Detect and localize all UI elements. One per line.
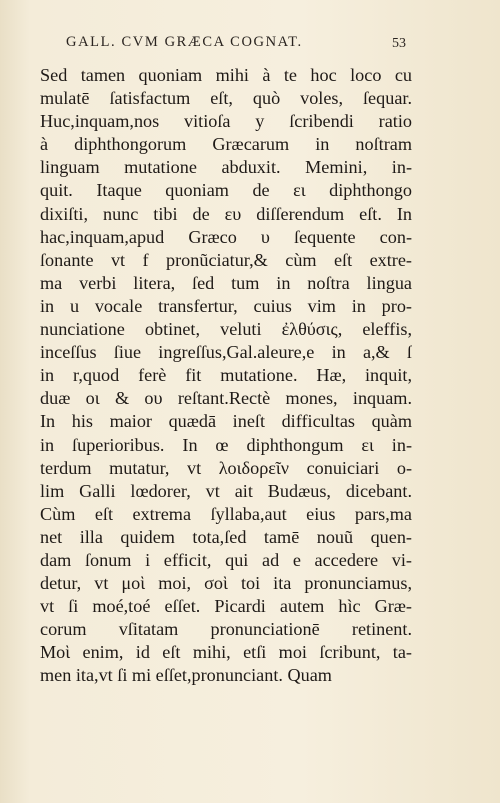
text-line: dam ſonum i efficit, qui ad e accedere vi- <box>40 549 412 570</box>
text-line: inceſſus ſiue ingreſſus,Gal.aleure,e in a,& ſ <box>40 342 412 363</box>
text-line: duæ οι & ου reſtant.Rectè mones, inquam. <box>40 388 412 409</box>
running-title: GALL. CVM GRÆCA COGNAT. <box>66 34 303 50</box>
text-line: nunciatione obtinet, veluti ἐλθύσις, eleffis, <box>40 319 412 340</box>
text-line: lim Galli lœdorer, vt ait Budæus, dicebant. <box>40 480 412 501</box>
text-line: net illa quidem tota,ſed tamē nouũ quen- <box>40 526 412 547</box>
text-line: in ſuperioribus. In œ diphthongum ει in- <box>40 434 412 455</box>
text-line: Sed tamen quoniam mihi à te hoc loco cu <box>40 65 412 85</box>
text-line: hac,inquam,apud Græco υ ſequente con- <box>40 226 412 247</box>
text-line: in r,quod ferè fit mutatione. Hæ, inquit, <box>40 365 412 386</box>
page-number: 53 <box>392 36 406 51</box>
text-line: ma verbi litera, ſed tum in noſtra lingua <box>40 272 412 293</box>
text-line: detur, vt μοὶ moi, σοὶ toi ita pronunciamus, <box>40 573 412 594</box>
text-line: In his maior quædā ineſt difficultas quàm <box>40 411 412 432</box>
text-block <box>40 64 412 688</box>
text-line: in u vocale transfertur, cuius vim in pro- <box>40 295 412 316</box>
text-line: ſonante vt f pronũciatur,& cùm eſt extre- <box>40 249 412 270</box>
text-line: dixiſti, nunc tibi de ευ diſſerendum eſt. In <box>40 203 412 224</box>
text-line: terdum mutatur, vt λοιδορεῖν conuiciari o- <box>40 457 412 478</box>
text-line: vt ſi moé,toé eſſet. Picardi autem hìc Græ- <box>40 596 412 617</box>
text-line: corum vſitatam pronunciationē retinent. <box>40 619 412 640</box>
text-line: Huc,inquam,nos vitioſa y ſcribendi ratio <box>40 111 412 132</box>
text-line: à diphthongorum Græcarum in noſtram <box>40 134 412 155</box>
text-line: quit. Itaque quoniam de ει diphthongo <box>40 180 412 201</box>
text-line: Cùm eſt extrema ſyllaba,aut eius pars,ma <box>40 503 412 524</box>
text-line: mulatē ſatisfactum eſt, quò voles, ſequar. <box>40 88 412 109</box>
text-line: Μοὶ enim, id eſt mihi, etſi moi ſcribunt, ta- <box>40 642 412 663</box>
text-line: men ita,vt ſi mi eſſet,pronunciant. Quam <box>40 665 332 686</box>
text-line: linguam mutatione abduxit. Memini, in- <box>40 157 412 178</box>
